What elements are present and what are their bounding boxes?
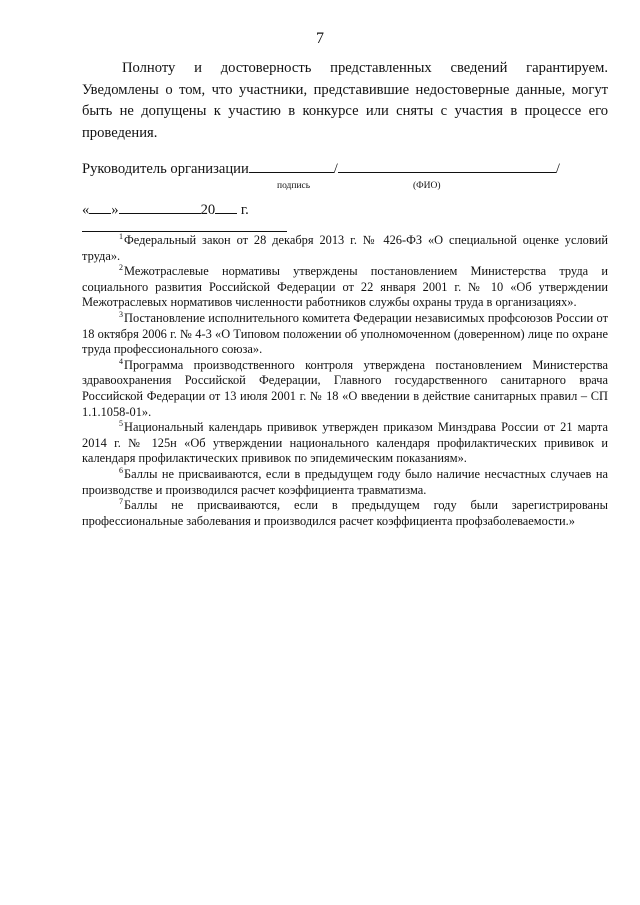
footnote-separator bbox=[82, 231, 287, 232]
signature-slash-1: / bbox=[333, 161, 338, 177]
footnote bbox=[82, 264, 608, 311]
footnote bbox=[82, 233, 608, 264]
caption-signature: подпись bbox=[277, 181, 311, 191]
footnote-text: Программа производственного контроля утверждена постановлением Министерства здравоохранения Российской Федерации, Главного государственного санитарного врача Российской Федерации от 13 июля 2001 г. № 18 «О введении в действие санитарных правил – СП 1.1.1058-01». bbox=[82, 357, 608, 419]
footnote-text: Федеральный закон от 28 декабря 2013 г. № 426-ФЗ «О специальной оценке условий труда». bbox=[82, 233, 608, 263]
signature-slash-2: / bbox=[555, 161, 560, 177]
signature-line bbox=[249, 158, 334, 173]
fio-line bbox=[338, 158, 556, 173]
footnote-text: Баллы не присваиваются, если в предыдущем году было наличие несчастных случаев на производстве и производился расчет коэффициента травматизма. bbox=[82, 466, 608, 497]
year-prefix: 20 bbox=[200, 202, 216, 218]
footnote-text: Национальный календарь прививок утвержден приказом Минздрава России от 21 марта 2014 г. № 125н «Об утверждении национального календаря профилактических прививок и календаря профилактических прививок по эпидемическим показаниям». bbox=[82, 420, 608, 466]
date-row bbox=[82, 199, 249, 219]
footnote bbox=[82, 420, 608, 467]
footnotes bbox=[82, 233, 608, 529]
day-line bbox=[89, 199, 111, 214]
footnote-number: 6 bbox=[119, 465, 123, 475]
footnote-number: 2 bbox=[119, 263, 123, 273]
footnote-text: Баллы не присваиваются, если в предыдущем году были зарегистрированы профессиональные заболевания и производился расчет коэффициента профзаболеваемости.» bbox=[82, 498, 608, 528]
footnote-number: 1 bbox=[119, 232, 123, 241]
footnote bbox=[82, 311, 608, 358]
footnote bbox=[82, 498, 608, 529]
date-open-quote: « bbox=[82, 202, 90, 218]
year-suffix: г. bbox=[240, 202, 249, 218]
date-close-quote: » bbox=[111, 202, 119, 218]
footnote-number: 3 bbox=[119, 309, 123, 319]
signature-label: Руководитель организации bbox=[82, 161, 249, 177]
footnote-text: Межотраслевые нормативы утверждены постановлением Министерства труда и социального развития Российской Федерации от 22 января 2001 г. № 10 «Об утверждении Межотраслевых нормативов численности работников службы охраны труда в организациях». bbox=[82, 264, 608, 310]
footnote-number: 7 bbox=[119, 497, 123, 507]
footnote bbox=[82, 467, 608, 498]
signature-row bbox=[82, 158, 608, 178]
page-number: 7 bbox=[316, 30, 324, 47]
footnote-number: 4 bbox=[119, 356, 123, 366]
caption-fio: (ФИО) bbox=[413, 181, 441, 191]
footnote-number: 5 bbox=[119, 419, 123, 429]
month-line bbox=[119, 199, 201, 214]
footnote bbox=[82, 358, 608, 420]
year-line bbox=[215, 199, 237, 214]
guarantee-paragraph: Полноту и достоверность представленных сведений гарантируем. Уведомлены о том, что участники, представившие недостоверные данные, могут быть не допущены к участию в конкурсе или сняты с участия в процессе его проведения. bbox=[82, 60, 608, 141]
footnote-text: Постановление исполнительного комитета Федерации независимых профсоюзов России от 18 октября 2006 г. № 4-3 «О Типовом положении об уполномоченном (доверенном) лице по охране труда профессионального союза». bbox=[82, 310, 608, 357]
